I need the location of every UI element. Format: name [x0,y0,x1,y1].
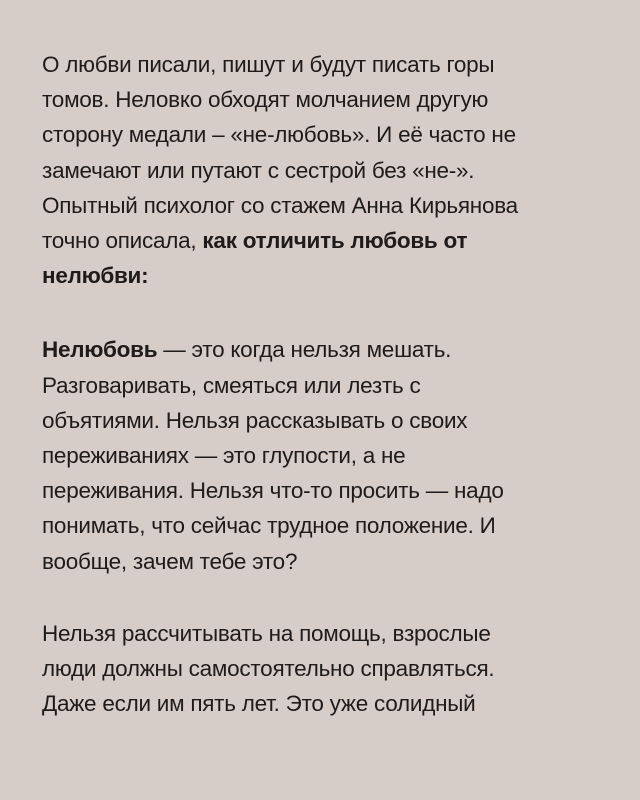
text-line: Нелюбовь — это когда нельзя мешать. [42,337,452,363]
body-paragraph [42,616,602,722]
bold-term: Нелюбовь [42,337,158,363]
text-line: вообще, зачем тебе это? [42,548,298,574]
intro-paragraph [42,47,602,293]
bold-phrase: нелюбви: [42,263,149,289]
text-line [42,258,602,293]
text-line: Нельзя рассчитывать на помощь, взрослые [42,620,491,646]
text-line: переживаниях — это глупости, а не [42,443,406,469]
text-line: Даже если им пять лет. Это уже солидный [42,691,476,717]
definition-paragraph [42,332,602,578]
article-text [42,47,602,721]
text-line: Опытный психолог со стажем Анна Кирьянова [42,192,518,218]
text-line: томов. Неловко обходят молчанием другую [42,87,489,113]
text-line: люди должны самостоятельно справляться. [42,656,495,682]
bold-phrase: как отличить любовь от [202,228,468,254]
text-line: сторону медали – «не-любовь». И её часто не [42,122,516,148]
text-line: объятиями. Нельзя рассказывать о своих [42,407,468,433]
text-line: переживания. Нельзя что-то просить — надо [42,478,504,504]
text-line: замечают или путают с сестрой без «не-». [42,157,475,183]
text-line: Разговаривать, смеяться или лезть с [42,372,421,398]
text-line: понимать, что сейчас трудное положение. И [42,513,496,539]
text-line: точно описала, как отличить любовь от [42,228,468,254]
text-line: О любви писали, пишут и будут писать горы [42,52,495,77]
